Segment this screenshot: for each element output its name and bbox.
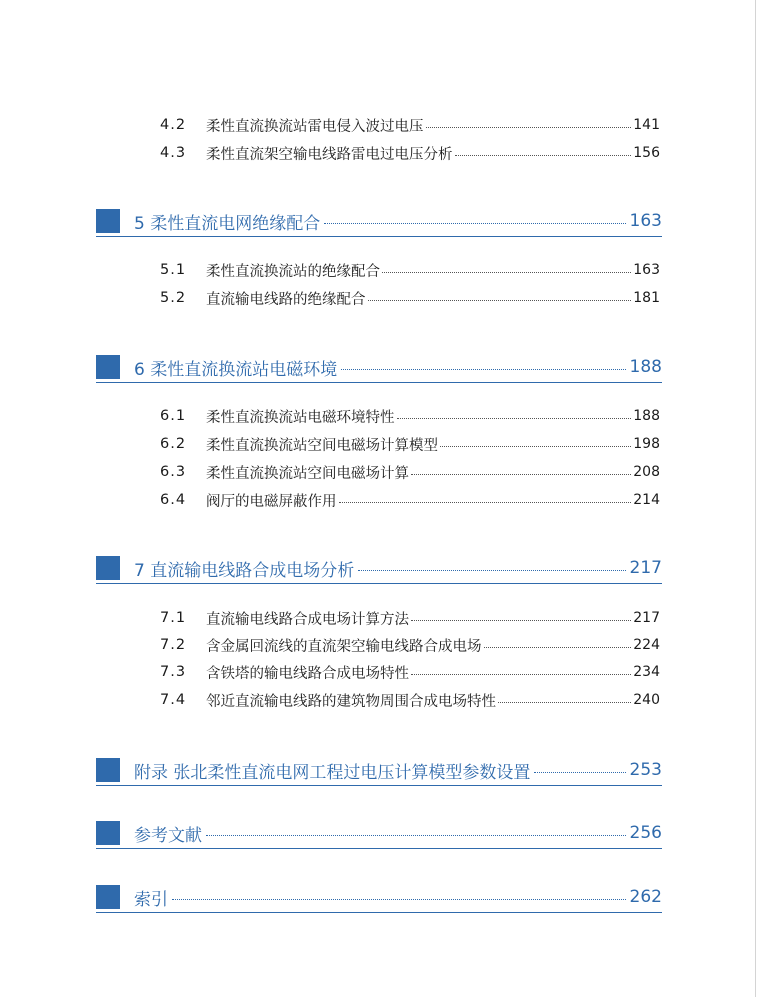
dot-leader [382, 272, 631, 273]
toc-chapter-6[interactable] [96, 352, 662, 383]
dot-leader [339, 502, 632, 503]
section-number: 7.3 [160, 664, 187, 680]
toc-entry-5-1[interactable] [160, 258, 660, 282]
dot-leader [411, 620, 631, 621]
page-edge-line [755, 0, 756, 997]
page-number: 208 [633, 464, 660, 480]
page-number: 181 [633, 290, 660, 306]
section-number: 5.2 [160, 290, 187, 306]
toc-entry-4-2[interactable] [160, 113, 660, 137]
dot-leader [411, 674, 631, 675]
section-number: 6.4 [160, 492, 187, 508]
section-title: 柔性直流换流站空间电磁场计算模型 [206, 437, 438, 454]
section-title: 含金属回流线的直流架空输电线路合成电场 [206, 638, 482, 655]
toc-entry-7-4[interactable] [160, 688, 660, 712]
dot-leader [411, 474, 631, 475]
dot-leader [426, 127, 632, 128]
chapter-marker [96, 821, 120, 845]
dot-leader [397, 418, 632, 419]
section-number: 7.2 [160, 637, 187, 653]
page-number: 214 [633, 492, 660, 508]
page-number: 253 [629, 760, 662, 780]
chapter-marker [96, 885, 120, 909]
toc-entry-4-3[interactable] [160, 141, 660, 165]
section-title: 柔性直流换流站的绝缘配合 [206, 263, 380, 280]
dot-leader [358, 570, 625, 571]
dot-leader [341, 369, 625, 370]
chapter-marker [96, 556, 120, 580]
dot-leader [368, 300, 632, 301]
toc-entry-6-2[interactable] [160, 432, 660, 456]
chapter-marker [96, 355, 120, 379]
dot-leader [172, 899, 626, 900]
chapter-title: 7 直流输电线路合成电场分析 [134, 560, 355, 581]
toc-entry-6-1[interactable] [160, 404, 660, 428]
page-number: 156 [633, 145, 660, 161]
section-title: 直流输电线路的绝缘配合 [206, 291, 366, 308]
section-number: 6.3 [160, 464, 187, 480]
section-title: 阀厅的电磁屏蔽作用 [206, 493, 337, 510]
chapter-title: 参考文献 [134, 825, 202, 846]
section-number: 6.1 [160, 408, 187, 424]
chapter-title: 索引 [134, 889, 168, 910]
section-number: 4.2 [160, 117, 187, 133]
toc-index[interactable] [96, 882, 662, 913]
page-number: 141 [633, 117, 660, 133]
chapter-title: 6 柔性直流换流站电磁环境 [134, 359, 338, 380]
toc-entry-7-2[interactable] [160, 633, 660, 657]
chapter-marker [96, 758, 120, 782]
page-number: 163 [633, 262, 660, 278]
page-number: 188 [633, 408, 660, 424]
page-number: 188 [629, 357, 662, 377]
page-number: 234 [633, 664, 660, 680]
section-number: 7.1 [160, 610, 187, 626]
chapter-title: 5 柔性直流电网绝缘配合 [134, 213, 321, 234]
section-title: 柔性直流换流站雷电侵入波过电压 [206, 118, 424, 135]
section-number: 7.4 [160, 692, 187, 708]
dot-leader [534, 772, 625, 773]
chapter-title: 附录 张北柔性直流电网工程过电压计算模型参数设置 [134, 762, 531, 783]
dot-leader [498, 702, 631, 703]
toc-references[interactable] [96, 818, 662, 849]
section-title: 柔性直流架空输电线路雷电过电压分析 [206, 146, 453, 163]
dot-leader [440, 446, 631, 447]
section-title: 直流输电线路合成电场计算方法 [206, 611, 409, 628]
page-number: 217 [633, 610, 660, 626]
toc-entry-6-3[interactable] [160, 460, 660, 484]
page-number: 240 [633, 692, 660, 708]
section-number: 6.2 [160, 436, 187, 452]
page-number: 224 [633, 637, 660, 653]
section-number: 5.1 [160, 262, 187, 278]
toc-entry-5-2[interactable] [160, 286, 660, 310]
chapter-marker [96, 209, 120, 233]
dot-leader [324, 223, 625, 224]
dot-leader [484, 647, 632, 648]
toc-entry-7-3[interactable] [160, 660, 660, 684]
section-title: 柔性直流换流站空间电磁场计算 [206, 465, 409, 482]
toc-chapter-7[interactable] [96, 553, 662, 584]
toc-chapter-5[interactable] [96, 206, 662, 237]
section-title: 含铁塔的输电线路合成电场特性 [206, 665, 409, 682]
dot-leader [455, 155, 632, 156]
section-title: 柔性直流换流站电磁环境特性 [206, 409, 395, 426]
page-number: 217 [629, 558, 662, 578]
toc-appendix[interactable] [96, 755, 662, 786]
dot-leader [206, 835, 626, 836]
section-number: 4.3 [160, 145, 187, 161]
page-number: 256 [629, 823, 662, 843]
toc-entry-7-1[interactable] [160, 606, 660, 630]
page-number: 262 [629, 887, 662, 907]
toc-entry-6-4[interactable] [160, 488, 660, 512]
section-title: 邻近直流输电线路的建筑物周围合成电场特性 [206, 693, 496, 710]
page-number: 163 [629, 211, 662, 231]
page-number: 198 [633, 436, 660, 452]
